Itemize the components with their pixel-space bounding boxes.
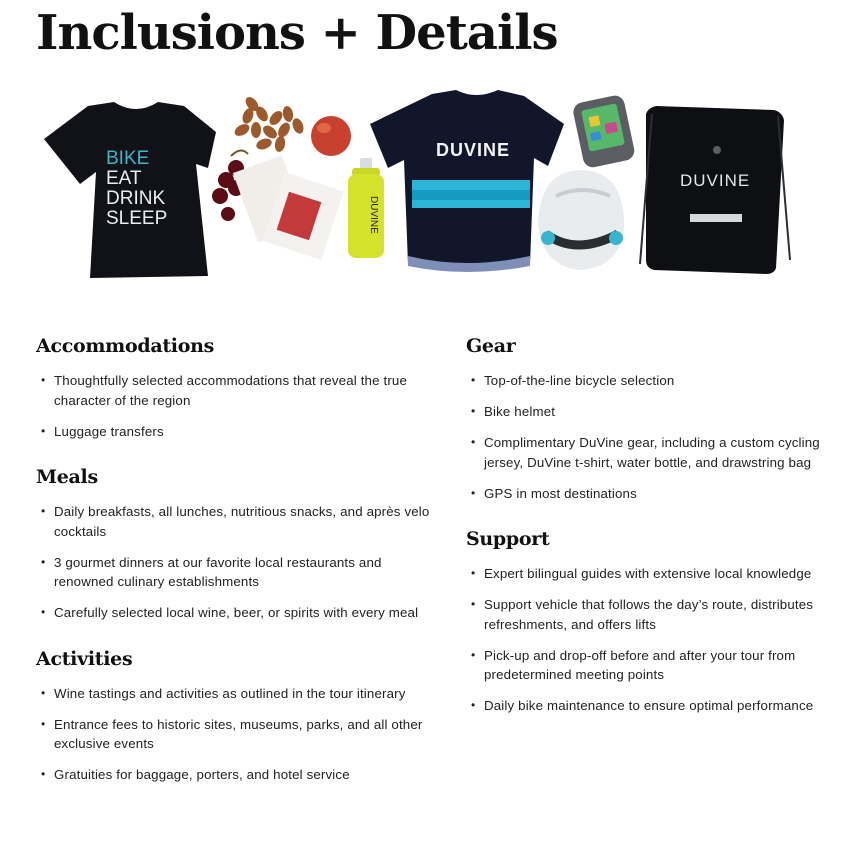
item-list (36, 502, 436, 623)
tshirt-text-2: EAT (106, 168, 142, 189)
item-list (466, 564, 846, 716)
section-title: Accommodations (36, 335, 215, 357)
list-item: • Wine tastings and activities as outlined in the tour itinerary (36, 684, 436, 704)
item-list (36, 371, 436, 441)
gear-product-image (36, 84, 796, 284)
list-item: • Thoughtfully selected accommodations that reveal the true character of the region (36, 371, 436, 410)
water-bottle-illustration (348, 158, 384, 258)
drawstring-bag-illustration (640, 106, 790, 274)
list-item: • Carefully selected local wine, beer, or spirits with every meal (36, 603, 436, 623)
jersey-brand: DUVINE (436, 140, 511, 160)
list-item: • Entrance fees to historic sites, museums, parks, and all other exclusive events (36, 715, 436, 754)
snack-packets-illustration (233, 155, 344, 259)
bottle-brand: DUVINE (368, 196, 379, 234)
list-item: • Support vehicle that follows the day’s route, distributes refreshments, and offers lifts (466, 595, 846, 634)
helmet-illustration (538, 170, 624, 270)
list-item: • GPS in most destinations (466, 484, 846, 504)
gps-device-illustration (572, 94, 637, 169)
section-accommodations (36, 334, 436, 441)
item-list (36, 684, 436, 785)
section-gear (466, 334, 846, 503)
section-title: Support (466, 528, 550, 550)
section-title: Meals (36, 466, 98, 488)
tshirt-text-3: DRINK (106, 188, 166, 209)
section-title: Activities (36, 647, 133, 670)
peach-illustration (311, 116, 351, 156)
section-support (466, 527, 846, 716)
list-item: • Bike helmet (466, 402, 846, 422)
inclusions-right-column (466, 334, 846, 740)
list-item: • Top-of-the-line bicycle selection (466, 371, 846, 391)
tshirt-text-4: SLEEP (106, 208, 168, 229)
tshirt-illustration (44, 102, 216, 278)
list-item: • Gratuities for baggage, porters, and hotel service (36, 765, 436, 785)
tshirt-text-1: BIKE (106, 148, 150, 169)
list-item: • Daily breakfasts, all lunches, nutritious snacks, and après velo cocktails (36, 502, 436, 541)
cycling-jersey-illustration (370, 90, 564, 272)
page-title: Inclusions + Details (36, 5, 558, 61)
list-item: • Pick-up and drop-off before and after your tour from predetermined meeting points (466, 646, 846, 685)
almonds-illustration (233, 95, 306, 153)
section-meals (36, 465, 436, 623)
list-item: • Expert bilingual guides with extensive local knowledge (466, 564, 846, 584)
list-item: • Complimentary DuVine gear, including a custom cycling jersey, DuVine t-shirt, water bottle, and drawstring bag (466, 433, 846, 472)
bag-brand: DUVINE (680, 171, 751, 190)
inclusions-left-column (36, 334, 436, 809)
section-activities (36, 647, 436, 785)
section-title: Gear (466, 335, 516, 357)
list-item: • 3 gourmet dinners at our favorite local restaurants and renowned culinary establishments (36, 553, 436, 592)
item-list (466, 371, 846, 503)
list-item: • Luggage transfers (36, 422, 436, 442)
list-item: • Daily bike maintenance to ensure optimal performance (466, 696, 846, 716)
